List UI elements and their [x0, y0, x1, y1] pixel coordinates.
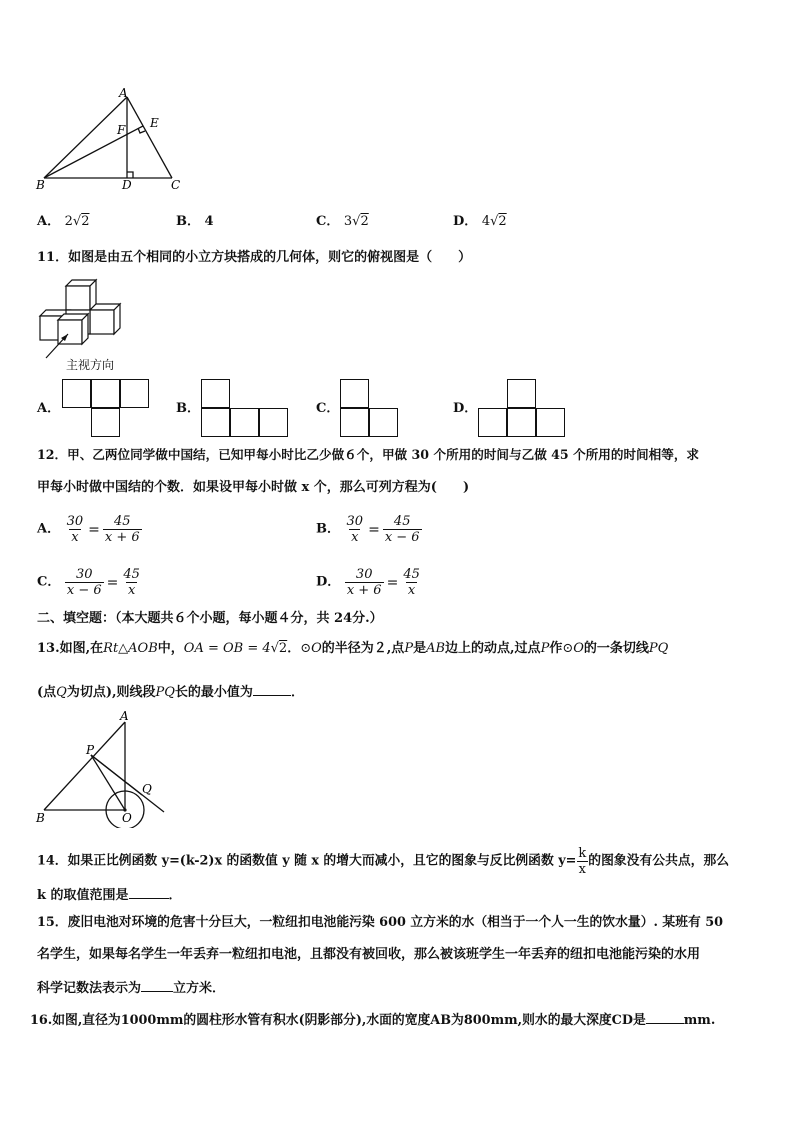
- q12-option-a[interactable]: A． $\frac{30}{x}$ = $\frac{45}{x + 6}$: [37, 514, 140, 545]
- q14-stem-line1: 14．如果正比例函数 y=(k-2)x 的函数值 y 随 x 的增大而减小，且它的图象与反比例函数 y= $\frac{k}{x}$ 的图象没有公共点，那么: [37, 846, 730, 877]
- label-f: F: [117, 123, 126, 137]
- label-q: Q: [142, 782, 152, 796]
- q11-option-d[interactable]: D．: [453, 401, 478, 416]
- label-d: D: [122, 178, 132, 192]
- q10-option-c[interactable]: C． 3√2: [316, 214, 369, 229]
- q12-option-d[interactable]: D． $\frac{30}{x + 6}$ = $\frac{45}{x}$: [316, 567, 420, 598]
- q11-option-a[interactable]: A．: [37, 401, 61, 416]
- q14-stem-line2: k 的取值范围是 ．: [37, 884, 182, 905]
- q12-stem-line2: 甲每小时做中国结的个数．如果设甲每小时做 x 个，那么可列方程为( ): [37, 480, 470, 495]
- q16-answer-blank[interactable]: [646, 1009, 684, 1024]
- q13-figure: [34, 708, 174, 828]
- q12-stem-line1: 12．甲、乙两位同学做中国结，已知甲每小时比乙少做６个，甲做 30 个所用的时间与乙做 45 个所用的时间相等，求: [37, 447, 700, 462]
- q13-stem-line2: (点Q为切点),则线段PQ长的最小值为 ．: [37, 681, 304, 702]
- label-b: B: [36, 178, 45, 192]
- label-c: C: [171, 178, 181, 192]
- q10-option-d[interactable]: D． 4√2: [453, 214, 507, 229]
- q15-stem-line1: 15．废旧电池对环境的危害十分巨大，一粒纽扣电池能污染 600 立方米的水（相当于一个人一生的饮水量）. 某班有 50: [37, 915, 724, 930]
- q13-stem-line1: 13.如图,在Rt△AOB中，OA = OB = 4√2．⊙O的半径为２,点P是AB边上的动点,过点P作⊙O的一条切线PQ: [37, 641, 669, 656]
- q12-option-c[interactable]: C． $\frac{30}{x - 6}$ = $\frac{45}{x}$: [37, 567, 140, 598]
- label-o: O: [122, 811, 132, 825]
- q10-triangle-figure: [34, 86, 194, 192]
- side-ab: [44, 97, 127, 178]
- q16-stem: 16.如图,直径为1000mm的圆柱形水管有积水(阴影部分),水面的宽度AB为800mm,则水的最大深度CD是 mm.: [30, 1009, 715, 1030]
- q10-option-a-value: 2√2: [64, 214, 90, 229]
- label-b: B: [36, 811, 45, 825]
- label-a: A: [120, 709, 129, 723]
- q11-stem: 11．如图是由五个相同的小立方块搭成的几何体，则它的俯视图是（ ）: [37, 250, 472, 265]
- label-e: E: [150, 116, 159, 130]
- q14-answer-blank[interactable]: [129, 884, 169, 899]
- q13-answer-blank[interactable]: [253, 681, 291, 696]
- q11-option-c[interactable]: C．: [316, 401, 340, 416]
- section-heading-fill-in: 二、填空题：（本大题共６个小题，每小题４分，共 24分.）: [37, 611, 383, 626]
- q11-direction-label: 主视方向: [66, 358, 115, 372]
- label-p: P: [86, 743, 95, 757]
- label-a: A: [119, 86, 128, 100]
- q15-answer-blank[interactable]: [141, 977, 173, 992]
- segment-be: [44, 126, 143, 178]
- q15-stem-line3: 科学记数法表示为 立方米．: [37, 977, 225, 998]
- q12-option-b[interactable]: B． $\frac{30}{x}$ = $\frac{45}{x - 6}$: [316, 514, 420, 545]
- q10-option-a[interactable]: A． 2√2: [37, 214, 90, 229]
- side-ac: [127, 97, 172, 178]
- q10-option-b[interactable]: B． 4: [176, 214, 214, 229]
- q15-stem-line2: 名学生，如果每名学生一年丢弃一粒纽扣电池，且都没有被回收，那么被该班学生一年丢弃的纽扣电池能污染的水用: [37, 947, 701, 962]
- q11-option-b[interactable]: B．: [176, 401, 200, 416]
